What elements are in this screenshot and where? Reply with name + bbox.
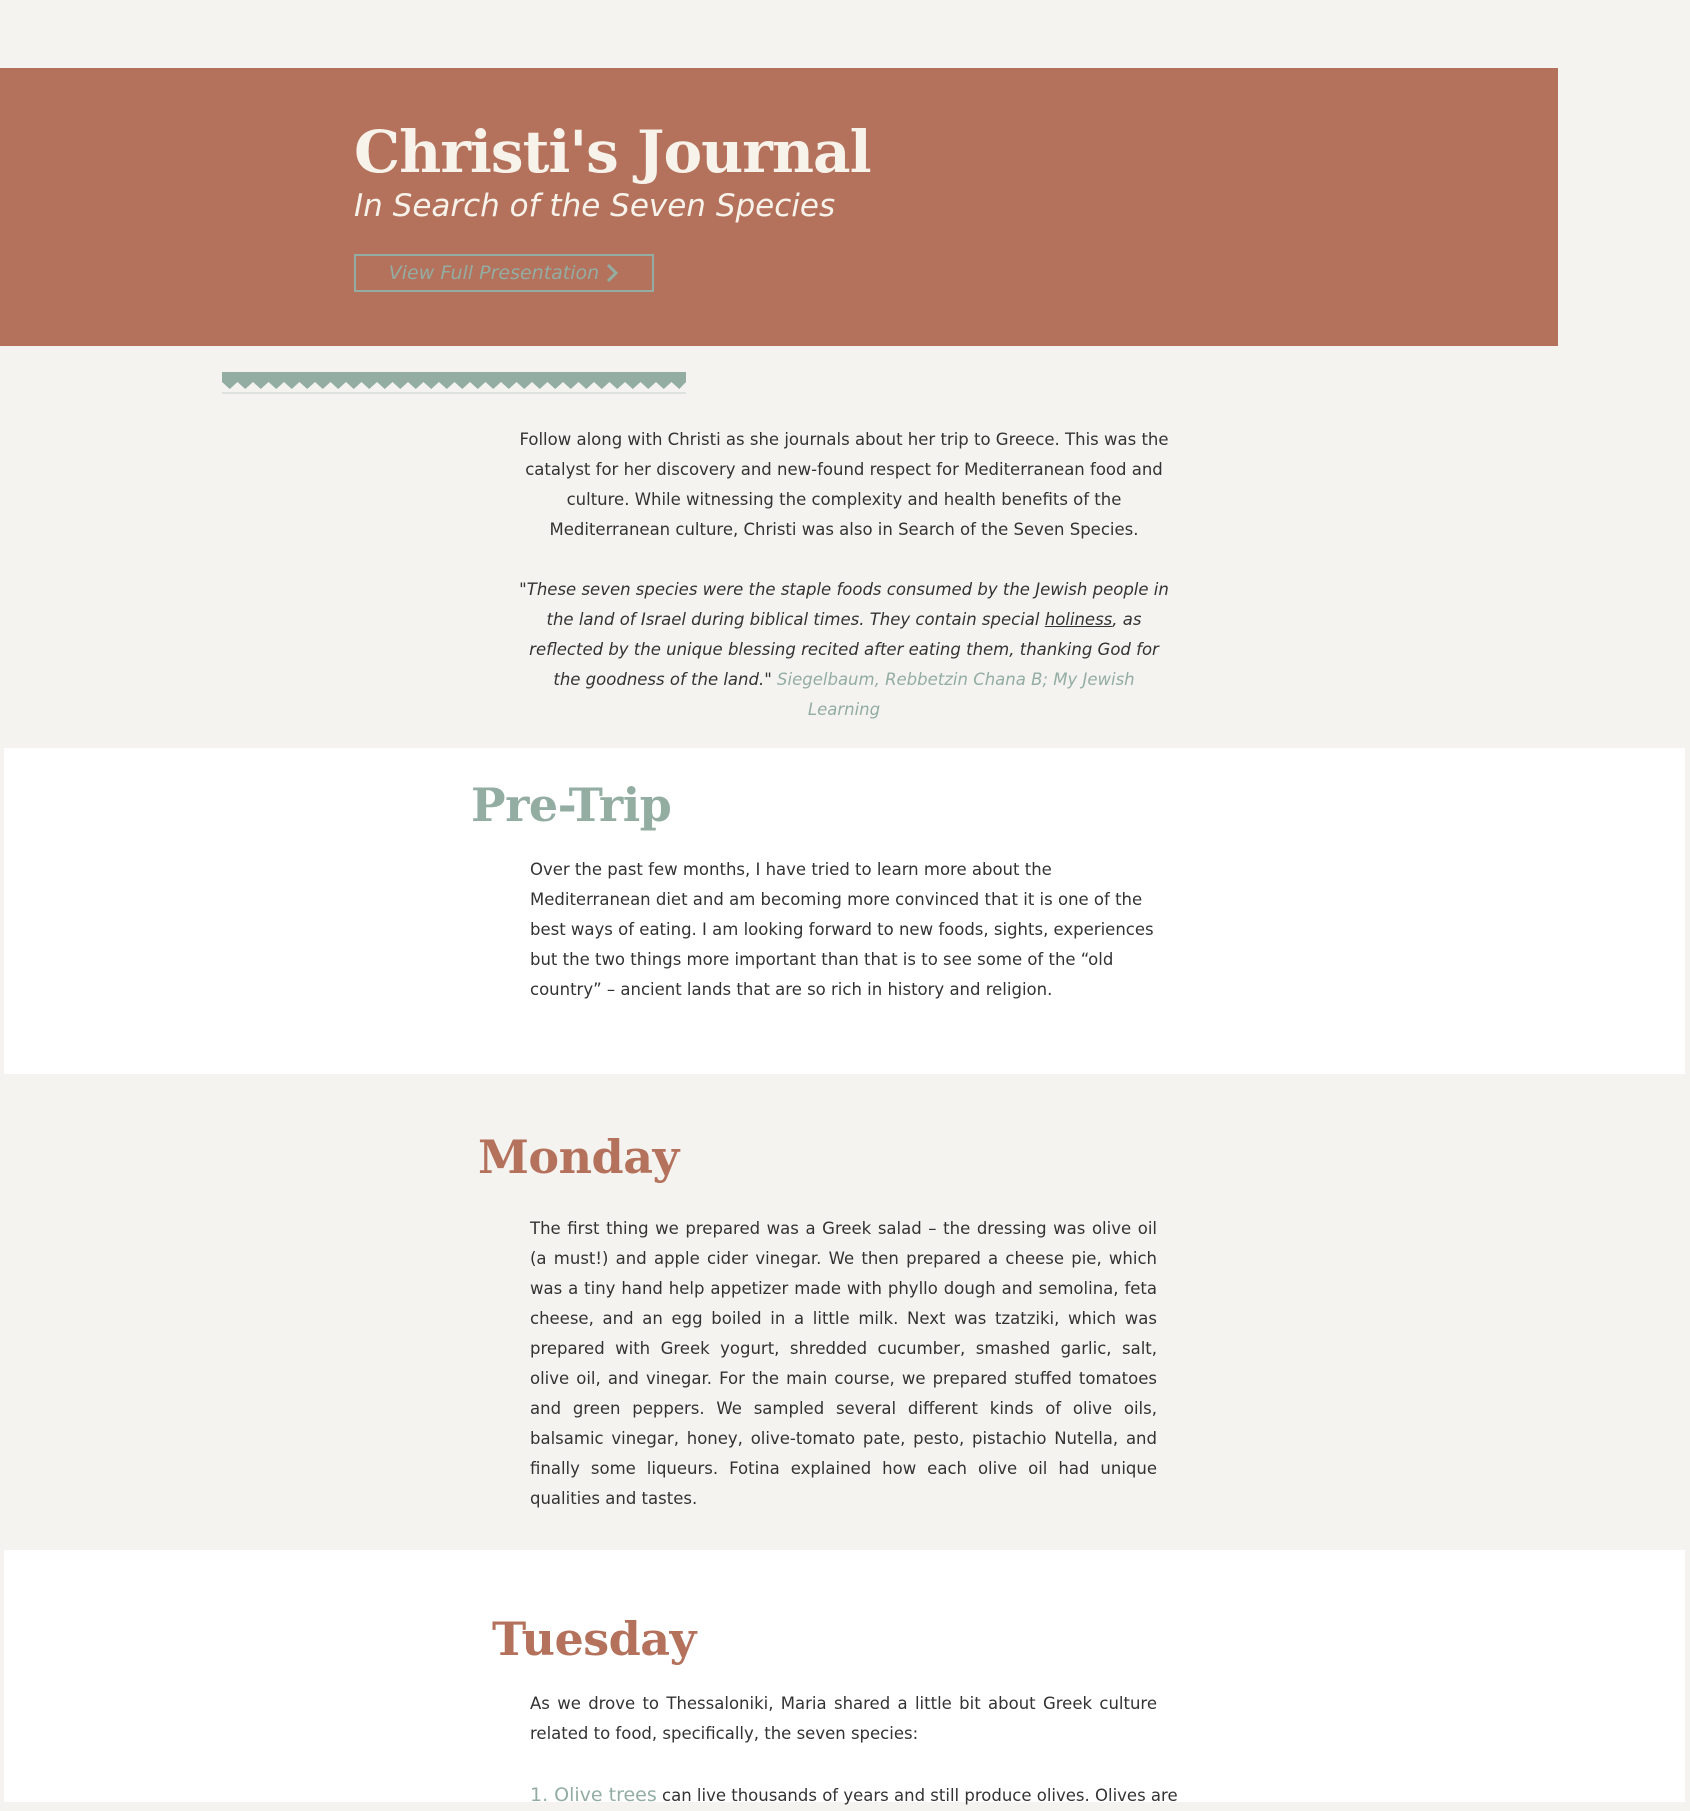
chevron-right-icon — [605, 263, 619, 283]
monday-body: The first thing we prepared was a Greek salad – the dressing was olive oil (a must!) and apple cider vinegar. We then prepared a cheese pie, which was a tiny hand help appetizer made with phyllo dough and semolina, feta cheese, and an egg boiled in a little milk. Next was tzatziki, which was prepared with Greek yogurt, shredded cucumber, smashed garlic, salt, olive oil, and vinegar. For the main course, we prepared stuffed tomatoes and green peppers. We sampled several different kinds of olive oils, balsamic vinegar, honey, olive-tomato pate, pesto, pistachio Nutella, and finally some liqueurs. Fotina explained how each olive oil had unique qualities and tastes. — [530, 1219, 1157, 1508]
quote-text-start: "These seven species were the staple foods consumed by the Jewish people in the land of Israel during biblical times. They contain special — [519, 580, 1169, 629]
tuesday-body: As we drove to Thessaloniki, Maria shared a little bit about Greek culture related to food, specifically, the seven species: — [530, 1694, 1157, 1743]
intro-quote — [516, 575, 1172, 725]
page-subtitle: In Search of the Seven Species — [354, 188, 836, 224]
tuesday-heading: Tuesday — [492, 1612, 696, 1666]
page-title: Christi's Journal — [354, 118, 871, 186]
olive-trees-text: can live thousands of years and still produce olives. Olives are — [656, 1786, 1178, 1805]
view-presentation-label: View Full Presentation — [388, 262, 600, 284]
holiness-link[interactable]: holiness — [1044, 610, 1113, 629]
intro-block — [516, 425, 1172, 755]
view-presentation-button[interactable] — [354, 254, 654, 292]
intro-paragraph: Follow along with Christi as she journals about her trip to Greece. This was the catalyst for her discovery and new-found respect for Mediterranean food and culture. While witnessing the complexity and health benefits of the Mediterranean culture, Christi was also in Search of the Seven Species. — [519, 430, 1169, 539]
tuesday-section-band — [4, 1550, 1685, 1802]
quote-citation: Siegelbaum, Rebbetzin Chana B; My Jewish Learning — [777, 670, 1135, 719]
species-list-item — [530, 1780, 1178, 1811]
olive-trees-label: 1. Olive trees — [530, 1784, 657, 1806]
pretrip-heading: Pre-Trip — [471, 778, 672, 832]
zigzag-divider — [222, 372, 686, 394]
pretrip-body: Over the past few months, I have tried to learn more about the Mediterranean diet and am becoming more convinced that it is one of the best ways of eating. I am looking forward to new foods, sights, experiences but the two things more important than that is to see some of the “old country” – ancient lands that are so rich in history and religion. — [530, 860, 1154, 999]
quote-text-end: , as reflected by the unique blessing recited after eating them, thanking God for the goodness of the land." — [529, 610, 1159, 689]
monday-heading: Monday — [478, 1130, 679, 1184]
